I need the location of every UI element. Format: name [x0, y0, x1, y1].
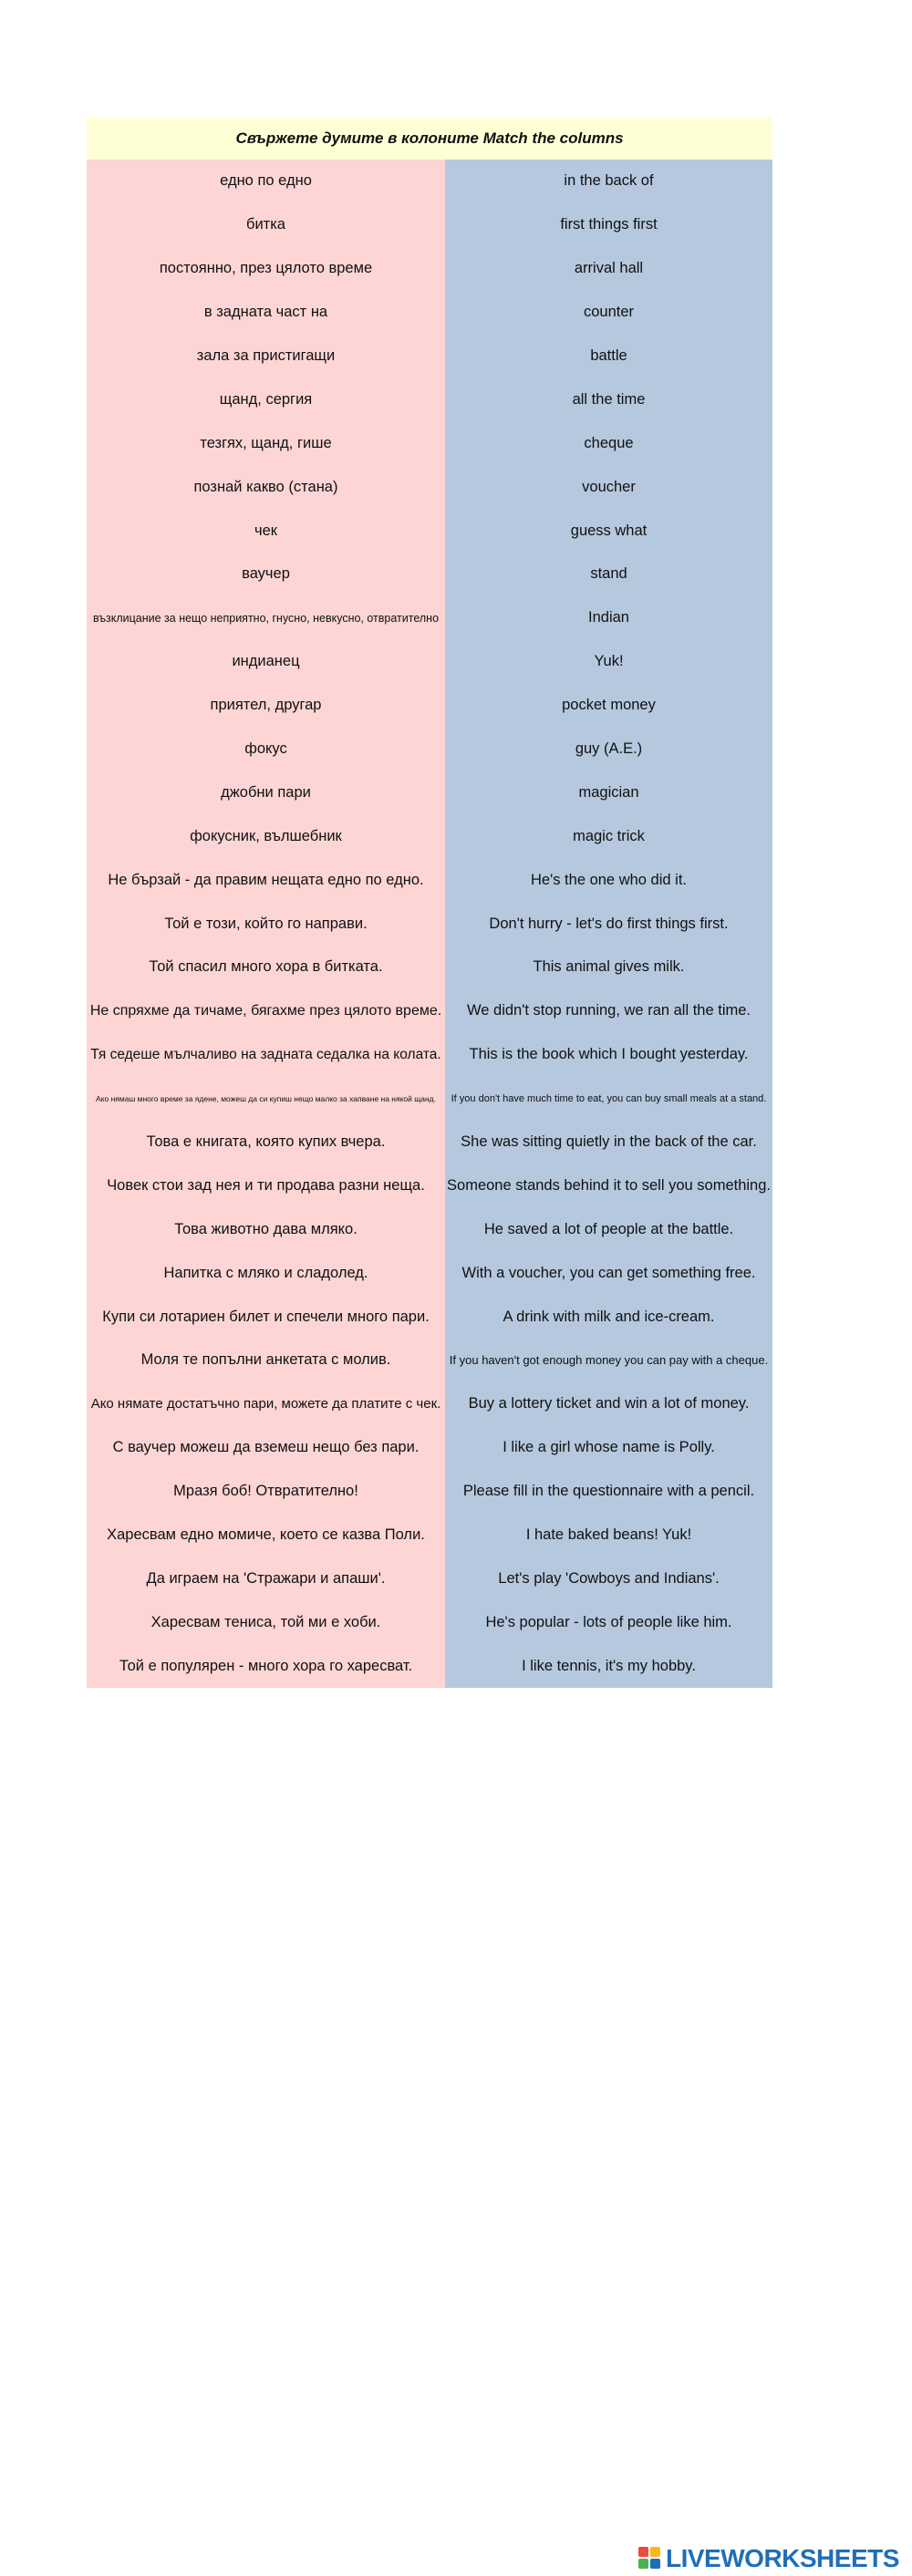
english-term-cell: He's the one who did it. [530, 871, 687, 888]
english-term-cell: Let's play 'Cowboys and Indians'. [498, 1569, 720, 1587]
bulgarian-term-cell: Той е популярен - много хора го харесват. [119, 1657, 413, 1674]
bulgarian-term-cell: индианец [232, 653, 300, 670]
bulgarian-term-cell: Ако нямаш много време за ядене, можеш да си купиш нещо малко за хапване на някой щанд. [96, 1093, 436, 1103]
bulgarian-term-cell: Това животно дава мляко. [174, 1220, 358, 1237]
english-term-cell: voucher [582, 478, 636, 495]
bulgarian-term-cell: Харесвам тениса, той ми е хоби. [150, 1613, 381, 1630]
bulgarian-term-cell: Не бързай - да правим нещата едно по едно. [108, 871, 424, 888]
english-term-cell: first things first [560, 216, 658, 233]
bulgarian-column [87, 160, 445, 1688]
bulgarian-term-cell: познай какво (стана) [193, 478, 338, 495]
bulgarian-term-cell: постоянно, през цялото време [159, 260, 373, 277]
english-term-cell: We didn't stop running, we ran all the time. [466, 1002, 751, 1019]
bulgarian-term-cell: възклицание за нещо неприятно, гнусно, невкусно, отвратително [92, 611, 440, 625]
english-term-cell: guess what [570, 522, 648, 539]
english-term-cell: Yuk! [594, 653, 624, 670]
english-term-cell: all the time [572, 390, 646, 408]
bulgarian-term-cell: Той е този, който го направи. [164, 915, 368, 932]
bulgarian-term-cell: чек [254, 522, 277, 539]
english-term-cell: With a voucher, you can get something free. [461, 1264, 756, 1281]
english-term-cell: Indian [588, 609, 629, 626]
english-column [445, 160, 772, 1688]
bulgarian-term-cell: Той спасил много хора в битката. [149, 958, 383, 976]
english-term-cell: Don't hurry - let's do first things first. [489, 915, 729, 932]
bulgarian-term-cell: Напитка с мляко и сладолед. [163, 1264, 368, 1281]
english-term-cell: She was sitting quietly in the back of the car. [461, 1133, 757, 1151]
bulgarian-term-cell: едно по едно [220, 172, 312, 190]
bulgarian-term-cell: ваучер [242, 565, 290, 583]
english-term-cell: This animal gives milk. [533, 958, 685, 976]
english-term-cell: magician [578, 783, 639, 801]
liveworksheets-logo [638, 2545, 899, 2572]
english-term-cell: I like a girl whose name is Polly. [503, 1439, 715, 1456]
columns-grid [87, 160, 772, 1688]
bulgarian-term-cell: щанд, сергия [219, 390, 313, 408]
english-term-cell: This is the book which I bought yesterday. [469, 1046, 749, 1063]
english-term-cell: If you haven't got enough money you can pay with a cheque. [449, 1353, 769, 1368]
english-term-cell: Buy a lottery ticket and win a lot of money. [468, 1395, 750, 1412]
english-term-cell: If you don't have much time to eat, you can buy small meals at a stand. [451, 1092, 767, 1104]
english-term-cell: in the back of [564, 172, 654, 190]
bulgarian-term-cell: С ваучер можеш да вземеш нещо без пари. [112, 1439, 420, 1456]
bulgarian-term-cell: Харесвам едно момиче, което се казва Поли. [107, 1526, 425, 1544]
bulgarian-term-cell: Купи си лотариен билет и спечели много пари. [102, 1308, 430, 1325]
bulgarian-term-cell: джобни пари [221, 783, 311, 801]
english-term-cell: guy (A.E.) [575, 740, 643, 758]
liveworksheets-logo-icon [638, 2547, 662, 2571]
liveworksheets-logo-text: LIVEWORKSHEETS [666, 2544, 899, 2572]
sheet-title: Свържете думите в колоните Match the columns [87, 117, 772, 160]
bulgarian-term-cell: фокусник, вълшебник [190, 827, 342, 844]
english-term-cell: battle [590, 347, 627, 364]
bulgarian-term-cell: в задната част на [203, 304, 328, 321]
english-term-cell: Someone stands behind it to sell you something. [447, 1176, 771, 1194]
english-term-cell: He's popular - lots of people like him. [485, 1613, 732, 1630]
match-columns-sheet [87, 117, 772, 1688]
english-term-cell: stand [590, 565, 627, 583]
english-term-cell: Please fill in the questionnaire with a pencil. [462, 1483, 755, 1500]
english-term-cell: arrival hall [574, 260, 644, 277]
english-term-cell: A drink with milk and ice-cream. [503, 1308, 715, 1325]
bulgarian-term-cell: Човек стои зад нея и ти продава разни неща. [107, 1176, 425, 1194]
english-term-cell: I like tennis, it's my hobby. [522, 1657, 696, 1674]
english-term-cell: counter [583, 304, 635, 321]
bulgarian-term-cell: Моля те попълни анкетата с молив. [140, 1351, 391, 1369]
bulgarian-term-cell: Тя седеше мълчаливо на задната седалка на колата. [90, 1046, 441, 1062]
bulgarian-term-cell: Ако нямате достатъчно пари, можете да платите с чек. [90, 1396, 441, 1412]
bulgarian-term-cell: тезгях, щанд, гише [200, 434, 332, 451]
english-term-cell: He saved a lot of people at the battle. [483, 1220, 734, 1237]
english-term-cell: I hate baked beans! Yuk! [525, 1526, 692, 1544]
bulgarian-term-cell: Да играем на 'Стражари и апаши'. [146, 1569, 386, 1587]
english-term-cell: magic trick [573, 827, 645, 844]
bulgarian-term-cell: Не спряхме да тичаме, бягахме през цялото време. [89, 1002, 442, 1019]
bulgarian-term-cell: битка [246, 216, 285, 233]
bulgarian-term-cell: фокус [244, 740, 287, 758]
english-term-cell: pocket money [562, 697, 656, 714]
bulgarian-term-cell: зала за пристигащи [196, 347, 336, 364]
bulgarian-term-cell: Това е книгата, която купих вчера. [146, 1133, 386, 1151]
bulgarian-term-cell: Мразя боб! Отвратително! [173, 1483, 358, 1500]
bulgarian-term-cell: приятел, другар [210, 697, 322, 714]
english-term-cell: cheque [584, 434, 634, 451]
